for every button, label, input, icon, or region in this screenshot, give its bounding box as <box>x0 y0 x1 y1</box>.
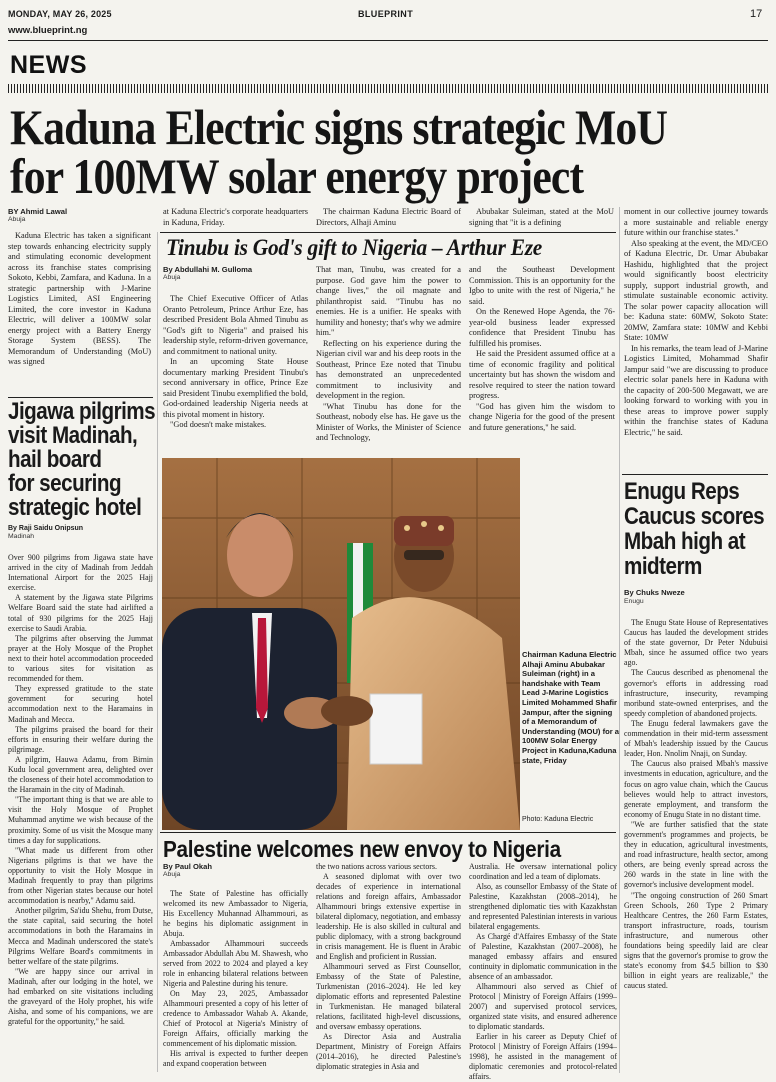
jigawa-paragraph: They expressed gratitude to the state government for securing hotel accommodation next to the Haramains in Madinah and Mecca. <box>8 684 153 724</box>
section-hatch-bar <box>8 84 768 93</box>
jigawa-paragraph: Over 900 pilgrims from Jigawa state have arrived in the city of Madinah from Jeddah International Airport for the 2025 Hajj exercise. <box>8 553 153 593</box>
enugu-paragraph: The Enugu federal lawmakers gave the commendation in their mid-term assessment of Mbah's leadership issued by the Caucus leader, Hon. Nnolim Nnaji, on Sunday. <box>624 718 768 759</box>
jigawa-byline: By Raji Saidu Onipsun <box>8 525 84 532</box>
lead-byline: BY Ahmid Lawal <box>8 207 68 216</box>
column-divider <box>157 232 158 1072</box>
tinubu-headline: Tinubu is God's gift to Nigeria – Arthur Eze <box>166 235 542 260</box>
palestine-paragraph: Earlier in his career as Deputy Chief of Protocol | Ministry of Foreign Affairs (1994–1998), he assisted in the management of diplomatic ceremonies and protocol-related affairs. <box>469 1032 617 1081</box>
masthead-website[interactable]: www.blueprint.ng <box>8 25 88 36</box>
tinubu-location: Abuja <box>163 274 181 281</box>
palestine-paragraph: Alhammouri served as First Counsellor, Embassy of the State of Palestine, Turkmenistan (2016–2024). He led key diplomatic efforts and represented Palestine in Turkmenistan. He managed bilateral relations, facilitated high-level discussions, and oversaw embassy operations. <box>316 962 461 1031</box>
tinubu-paragraph: and the Southeast Development Commission. This is an opportunity for the Igbo to unite with the rest of Nigeria," he said. <box>469 265 615 306</box>
lead-col3-text <box>316 207 461 231</box>
tinubu-col2-text <box>316 265 461 452</box>
section-title: NEWS <box>10 51 87 79</box>
tinubu-byline: By Abdullahi M. Gulloma <box>163 265 253 274</box>
masthead-rule <box>8 40 768 41</box>
tinubu-paragraph: On the Renewed Hope Agenda, the 76-year-old business leader expressed confidence that President Tinubu has fulfilled his promises. <box>469 307 615 348</box>
jigawa-headline-line: strategic hotel <box>8 494 142 521</box>
enugu-headline-line: Caucus scores <box>624 503 765 530</box>
enugu-top-rule <box>622 474 768 475</box>
palestine-headline: Palestine welcomes new envoy to Nigeria <box>163 836 561 862</box>
palestine-location: Abuja <box>163 871 181 878</box>
handshake-photo <box>162 458 520 830</box>
tinubu-paragraph: He said the President assumed office at a time of economic fragility and political uncertainty but has shown the wisdom and resolve required to steer the nation toward progress. <box>469 349 615 400</box>
lead-col2-text <box>163 207 308 231</box>
lead-col5-paragraph: Also speaking at the event, the MD/CEO of Kaduna Electric, Dr. Umar Abubakar Hashidu, highlighted that the project would significantly boost electricity supply, support industrial growth, and stimulate sustainable economic activity. The solar power capacity allocation will be: Kaduna state: 60MW, Sokoto State: 20MW, Zamfara state: 10MW and Kebbi State: 10MW <box>624 238 768 342</box>
jigawa-headline-line: for securing <box>8 470 122 497</box>
palestine-col1-text <box>163 889 308 1073</box>
lead-col2-paragraph: at Kaduna Electric's corporate headquarters in Kaduna, Friday. <box>163 207 308 227</box>
masthead-paper-name: BLUEPRINT <box>358 9 414 19</box>
palestine-paragraph: Ambassador Alhammouri succeeds Ambassador Abdullah Abu M. Shawesh, who served from 2022 to 2024 and played a key role in enhancing bilateral relations between Nigeria and Palestine during his tenure. <box>163 939 308 988</box>
jigawa-body <box>8 553 153 1073</box>
palestine-paragraph: the two nations across various sectors. <box>316 862 437 871</box>
lead-col4-paragraph: Abubakar Suleiman, stated at the MoU signing that "it is a defining <box>469 207 614 227</box>
page-number: 17 <box>750 8 763 20</box>
lead-col5-paragraph: In his remarks, the team lead of J-Marine Logistics Limited, Mohammad Shafir Jampur said "we are discussing to produce electric solar panels here in Kaduna with the capacity of 200-500 Megawatt, we are looking forward to working with you in these areas to improve power supply within the franchise states of Kaduna Electric," he said. <box>624 343 768 437</box>
jigawa-paragraph: A statement by the Jigawa state Pilgrims Welfare Board said the state had airlifted a total of 930 pilgrims for the 2025 Hajj exercise to Saudi Arabia. <box>8 593 153 633</box>
jigawa-paragraph: The pilgrims praised the board for their efforts in ensuring their welfare during the pilgrimage. <box>8 724 153 754</box>
masthead-date: MONDAY, MAY 26, 2025 <box>8 9 112 19</box>
lead-col1-text <box>8 231 151 395</box>
palestine-paragraph: Alhammouri also served as Chief of Protocol | Ministry of Foreign Affairs (1999–2007) and supervised protocol services, organized state visits, and ensured adherence to diplomatic standards. <box>469 982 617 1031</box>
palestine-paragraph: On May 23, 2025, Ambassador Alhammouri presented a copy of his letter of credence to Ambassador Wahab A. Akande, Chief of Protocol at Nigeria's Ministry of Foreign Affairs, officially marking the commencement of his diplomatic mission. <box>163 989 308 1048</box>
tinubu-col1-text <box>163 294 308 452</box>
enugu-paragraph: The Enugu State House of Representatives Caucus has lauded the development strides of the state governor, Dr Peter Ndubuisi Mbah, since he assumed office two years ago. <box>624 618 768 668</box>
jigawa-headline-line: hail board <box>8 446 102 473</box>
palestine-paragraph: Australia. He oversaw international policy coordination and led a team of diplomats. <box>469 862 617 881</box>
lead-headline-line2: for 100MW solar energy project <box>10 148 584 204</box>
lead-col5-text <box>624 207 768 469</box>
lead-col5-paragraph: moment in our collective journey towards a more sustainable and reliable energy future within our franchise states." <box>624 207 768 237</box>
lead-location: Abuja <box>8 216 26 223</box>
palestine-col3-text <box>469 862 617 1081</box>
handshake-photo-illustration <box>162 458 520 830</box>
jigawa-headline <box>8 400 158 520</box>
palestine-paragraph: As Director Asia and Australia Department, Ministry of Foreign Affairs (2014–2016), he directed Palestine's diplomatic strategies in Asia and <box>316 1032 461 1071</box>
jigawa-paragraph: "The important thing is that we are able to visit the Holy Mosque of Prophet Muhammad anytime we wish because of the proximity. Some of us visit the Mosque many times a day for supplications. <box>8 795 153 845</box>
palestine-paragraph: His arrival is expected to further deepen and expand cooperation between <box>163 1049 308 1068</box>
jigawa-paragraph: Another pilgrim, Sa'idu Shehu, from Dutse, the state capital, said securing the hotel accommodations in both the Haramains in Mecca and Madinah underscored the state's Pilgrims Welfare Board's commitments in better welfare of the state pilgrims. <box>8 906 153 966</box>
tinubu-paragraph: "What Tinubu has done for the Southeast, nobody else has. He gave us the Minister of Works, the Minister of Science and Technology, <box>316 401 461 442</box>
enugu-paragraph: The Caucus described as phenomenal the governor's efforts in addressing road infrastructure, insecurity, revamping moribund state-owned enterprises, and the speedy completion of abandoned projects. <box>624 668 768 718</box>
jigawa-paragraph: The pilgrims after observing the Jummat prayer at the Holy Mosque of the Prophet next to their hotel accommodation proceeded to various sites for visitation as recommended for them. <box>8 633 153 684</box>
lead-col1-paragraph: Kaduna Electric has taken a significant step towards enhancing electricity supply and stimulating economic development across its franchise states comprising Sokoto, Kebbi, Zamfara, and Kaduna. In a strategic partnership with J-Marine Logistics Limited, ASI Engineering Limited, the core investor in Kaduna Electric, will deliver a 100MW solar energy project with a Battery Energy Storage System (BESS). The Memorandum of Understanding (MoU) was signed <box>8 231 151 366</box>
enugu-headline <box>624 479 774 579</box>
jigawa-paragraph: A pilgrim, Hauwa Adamu, from Birnin Kudu local government area, delighted over the closeness of their hotel accommodation to the Haramain in the city of Madinah. <box>8 754 153 795</box>
jigawa-headline-line: Jigawa pilgrims <box>8 398 156 425</box>
photo-caption: Chairman Kaduna Electric Alhaji Aminu Abubakar Suleiman (right) in a handshake with Team Lead J-Marine Logistics Limited Mohammed Shafir Jampur, after the signing of a Memorandum of Understanding (MOU) for a 100MW Solar Energy Project in Kaduna,Kaduna state, Friday <box>522 650 620 765</box>
enugu-paragraph: "The ongoing construction of 260 Smart Green Schools, 260 Type 2 Primary Healthcare Centres, the 260 Farm Estates, transport infrastructure, roads, tourism infrastructure, and numerous other foundations being speedily laid are clear signs that the governor's promise to grow the state's economy from $4.5 billion to $30 billion in eight years are realizable," the caucus stated. <box>624 890 768 991</box>
tinubu-paragraph: That man, Tinubu, was created for a purpose. God gave him the power to change lives," the oil magnate and philanthropist said. "Tinubu has no enemies. He is a unifier. He speaks with humility and honesty; that's why we admire him." <box>316 265 461 337</box>
lead-headline-line1: Kaduna Electric signs strategic MoU <box>10 99 668 155</box>
enugu-body <box>624 618 768 1073</box>
palestine-col2-text <box>316 862 461 1073</box>
enugu-headline-line: Enugu Reps <box>624 478 740 505</box>
palestine-top-rule <box>160 832 616 833</box>
jigawa-headline-line: visit Madinah, <box>8 422 138 449</box>
palestine-paragraph: As Chargé d'Affaires Embassy of the State of Palestine, Kazakhstan (2007–2008), he managed embassy affairs and ensured continuity in diplomatic communication in the absence of an ambassador. <box>469 932 617 981</box>
palestine-byline: By Paul Okah <box>163 862 212 871</box>
tinubu-paragraph: In an upcoming State House documentary marking President Tinubu's second anniversary in office, Prince Eze said President Tinubu exemplified the bold, God-ordained leadership Nigeria needs at this pivotal moment in history. <box>163 357 308 419</box>
enugu-headline-line: Mbah high at <box>624 528 746 555</box>
tinubu-paragraph: "God doesn't make mistakes. <box>170 420 267 429</box>
tinubu-paragraph: "God has given him the wisdom to change Nigeria for the good of the present and future generations," he said. <box>469 401 615 432</box>
enugu-byline: By Chuks Nweze <box>624 588 685 597</box>
lead-col3-paragraph: The chairman Kaduna Electric Board of Directors, Alhaji Aminu <box>316 207 461 227</box>
palestine-paragraph: The State of Palestine has officially welcomed its new Ambassador to Nigeria, His Excellency Muhannad Alhammouri, as he begins his diplomatic assignment in Abuja. <box>163 889 308 938</box>
tinubu-top-rule <box>160 232 616 233</box>
palestine-paragraph: A seasoned diplomat with over two decades of experience in international relations and foreign affairs, Ambassador Alhammouri brings extensive expertise in bilateral diplomacy, negotiation, and embassy leadership. He is also skilled in cultural and public diplomacy, with a strong background in crisis management. He is fluent in Arabic and English and proficient in Russian. <box>316 872 461 961</box>
jigawa-location: Madinah <box>8 533 35 540</box>
tinubu-paragraph: Reflecting on his experience during the Nigerian civil war and his deep roots in the Southeast, Prince Eze noted that Tinubu has demonstrated an unprecedented commitment to inclusivity and development in the region. <box>316 338 461 400</box>
tinubu-paragraph: The Chief Executive Officer of Atlas Oranto Petroleum, Prince Arthur Eze, has described President Bola Ahmed Tinubu as "God's gift to Nigeria" and praised his leadership style, reform-driven governance, and commitment to national unity. <box>163 294 308 356</box>
enugu-location: Enugu <box>624 598 644 605</box>
enugu-paragraph: "We are further satisfied that the state government's programmes and projects, be they in education, agricultural investments, and road infrastructure, health sector, among others, are being evenly spread across the 260 wards in the state in line with the governor's inclusive development model. <box>624 819 768 890</box>
palestine-paragraph: Also, as counsellor Embassy of the State of Palestine, Kazakhstan (2008–2014), he strengthened diplomatic ties with Kazakhstan and represented Palestinian interests in various bilateral engagements. <box>469 882 617 931</box>
photo-credit: Photo: Kaduna Electric <box>522 816 594 823</box>
jigawa-paragraph: "We are happy since our arrival in Madinah, after our lodging in the hotel, we had embarked on site visitations including the graveyard of the Holy prophet, his wife Aisha, and some of his companions, we are grateful for the opportunity," he said. <box>8 966 153 1027</box>
lead-col4-text <box>469 207 614 231</box>
tinubu-col3-text <box>469 265 615 452</box>
enugu-paragraph: The Caucus also praised Mbah's massive investments in education, agriculture, and the focus on agro value chain, which the Caucus believes would help to attract investors, generate employment, and transform the economy of Enugu State in no distant time. <box>624 759 768 819</box>
enugu-headline-line: midterm <box>624 553 702 580</box>
column-divider <box>619 207 620 1073</box>
jigawa-paragraph: "What made us different from other Nigerians pilgrims is that we have the opportunity to visit the Holy Mosque in Madinah frequently to pray than pilgrims from other Nigerian states because our hotel accommodation is nearby," Adamu said. <box>8 845 153 906</box>
